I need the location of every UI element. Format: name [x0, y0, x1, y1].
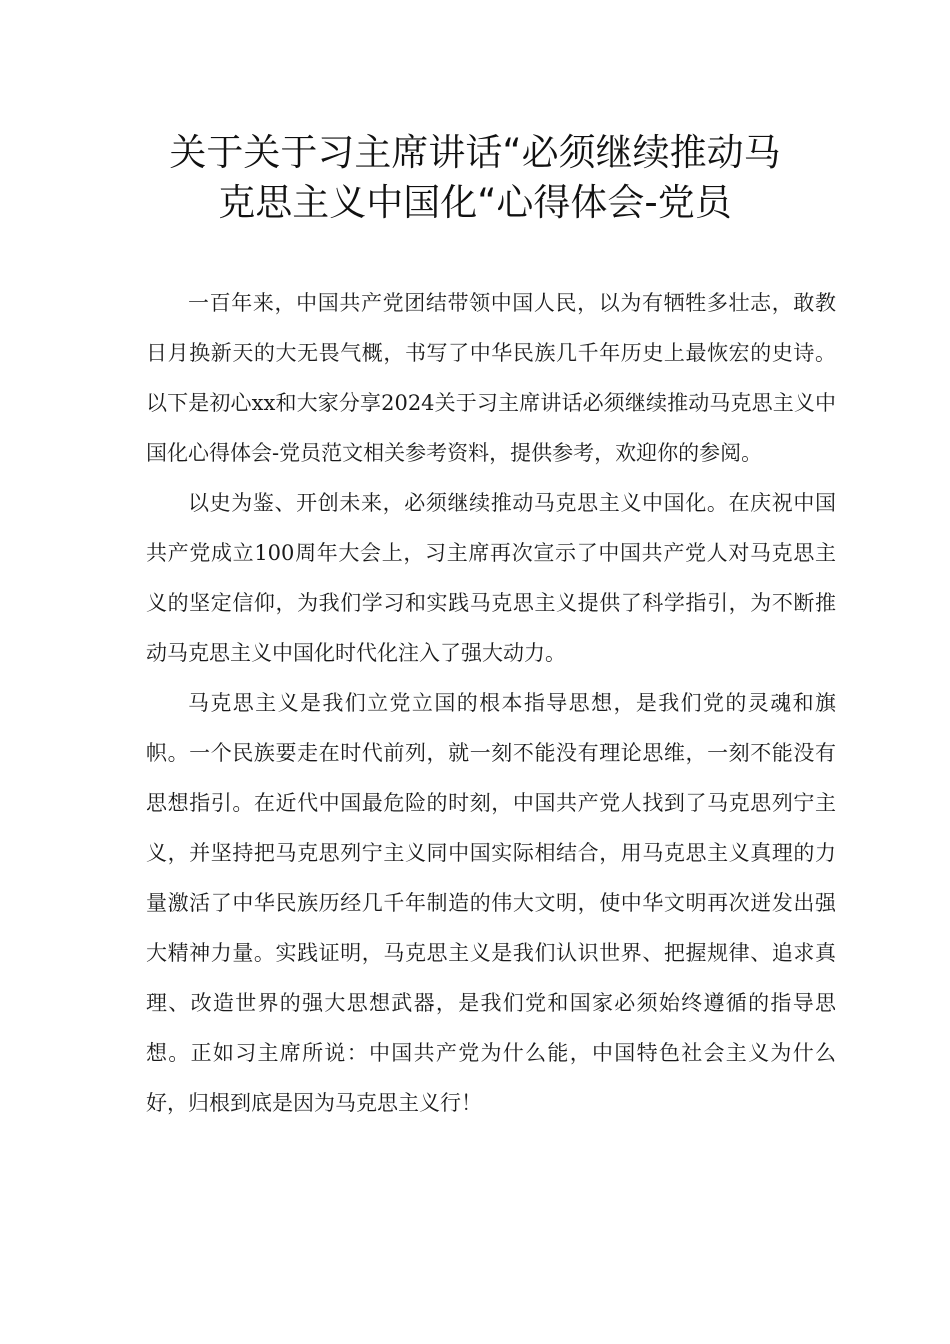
document-body [146, 278, 836, 1128]
document-title [100, 128, 850, 228]
title-line-2: 克思主义中国化“心得体会-党员 [218, 181, 732, 224]
paragraph-1: 一百年来，中国共产党团结带领中国人民，以为有牺牲多壮志，敢教日月换新天的大无畏气概，书写了中华民族几千年历史上最恢宏的史诗。以下是初心xx和大家分享2024关于习主席讲话必须继续推动马克思主义中国化心得体会-党员范文相关参考资料，提供参考，欢迎你的参阅。 [146, 291, 836, 465]
paragraph-3: 马克思主义是我们立党立国的根本指导思想，是我们党的灵魂和旗帜。一个民族要走在时代前列，就一刻不能没有理论思维，一刻不能没有思想指引。在近代中国最危险的时刻，中国共产党人找到了马克思列宁主义，并坚持把马克思列宁主义同中国实际相结合，用马克思主义真理的力量激活了中华民族历经几千年制造的伟大文明，使中华文明再次迸发出强大精神力量。实践证明，马克思主义是我们认识世界、把握规律、追求真理、改造世界的强大思想武器，是我们党和国家必须始终遵循的指导思想。正如习主席所说：中国共产党为什么能，中国特色社会主义为什么好，归根到底是因为马克思主义行！ [146, 691, 836, 1115]
title-line-1: 关于关于习主席讲话“必须继续推动马 [169, 131, 781, 174]
paragraph-2: 以史为鉴、开创未来，必须继续推动马克思主义中国化。在庆祝中国共产党成立100周年大会上，习主席再次宣示了中国共产党人对马克思主义的坚定信仰，为我们学习和实践马克思主义提供了科学指引，为不断推动马克思主义中国化时代化注入了强大动力。 [146, 491, 836, 665]
